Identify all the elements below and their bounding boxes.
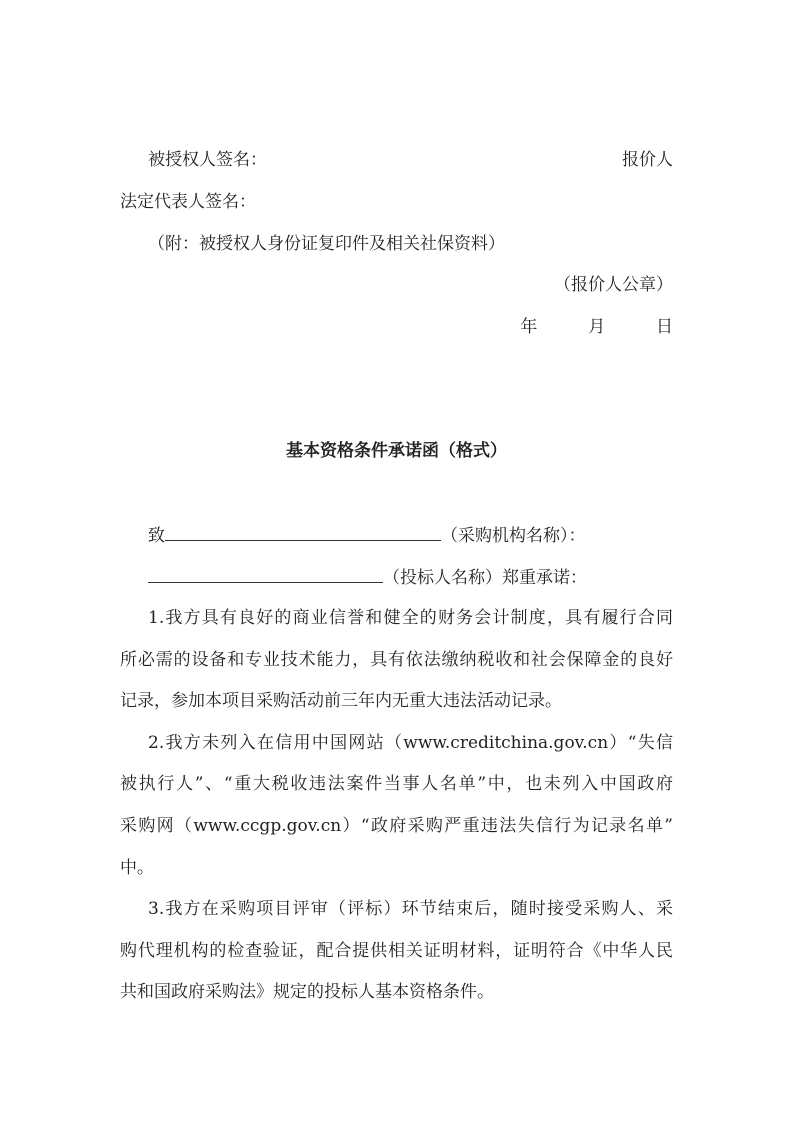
authorized-signature-row	[148, 147, 673, 173]
quoter-label: 报价人	[622, 150, 673, 170]
bidder-name-blank	[148, 564, 383, 583]
p3-line-2: 购代理机构的检查验证，配合提供相关证明材料，证明符合《中华人民	[120, 941, 673, 961]
p1-line-3: 记录，参加本项目采购活动前三年内无重大违法活动记录。	[120, 691, 562, 711]
p3-line-1: 3.我方在采购项目评审（评标）环节结束后，随时接受采购人、采	[148, 899, 673, 919]
p2-line-4: 中。	[120, 858, 154, 878]
procurement-agency-blank	[165, 522, 441, 541]
date-month: 月	[588, 317, 606, 337]
addressee-row	[148, 522, 673, 548]
p3-line-3: 共和国政府采购法》规定的投标人基本资格条件。	[120, 982, 494, 1002]
date-row	[120, 314, 673, 340]
legal-rep-signature-label: 法定代表人签名：	[120, 192, 256, 212]
quoter-seal: （报价人公章）	[554, 275, 673, 295]
page-title: 基本资格条件承诺函（格式）	[286, 441, 507, 461]
p1-line-1: 1.我方具有良好的商业信誉和健全的财务会计制度，具有履行合同	[148, 608, 673, 628]
p1-line-2: 所必需的设备和专业技术能力，具有依法缴纳税收和社会保障金的良好	[120, 650, 673, 670]
p2-line-3: 采购网（www.ccgp.gov.cn）“政府采购严重违法失信行为记录名单”	[120, 816, 673, 836]
bidder-row	[148, 564, 673, 590]
p2-line-1: 2.我方未列入在信用中国网站（www.creditchina.gov.cn）“失信	[148, 733, 673, 753]
to-suffix: （采购机构名称）：	[441, 526, 586, 546]
date-day: 日	[656, 317, 673, 337]
date-year: 年	[520, 317, 538, 337]
to-prefix: 致	[148, 526, 165, 546]
attachment-note: （附：被授权人身份证复印件及相关社保资料）	[148, 234, 505, 254]
bidder-suffix: （投标人名称）郑重承诺：	[383, 568, 587, 588]
p2-line-2: 被执行人”、“重大税收违法案件当事人名单”中，也未列入中国政府	[120, 774, 673, 794]
authorized-signature-label: 被授权人签名：	[148, 150, 267, 170]
